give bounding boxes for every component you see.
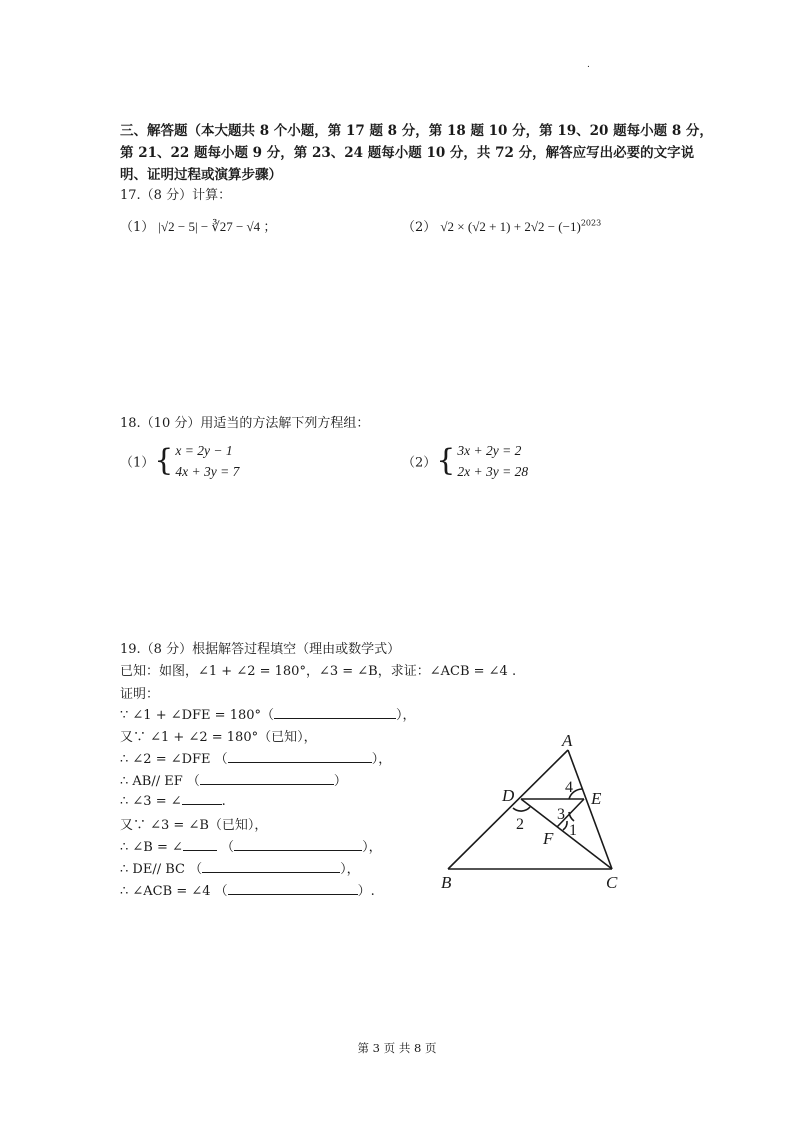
proof-line-3 <box>120 748 391 767</box>
proof-line-7-text: ∴ ∠B = ∠ <box>120 840 183 855</box>
proof-line-7-mid: （ <box>221 840 235 855</box>
q18-part1-eq2: 4x + 3y = 7 <box>175 464 240 479</box>
proof-line-3-tail: ）， <box>371 752 392 767</box>
q18-part2-brace: { <box>436 443 456 478</box>
proof-blank-7a[interactable] <box>183 838 217 851</box>
proof-line-9-text: ∴ ∠ACB = ∠4 （ <box>120 884 228 899</box>
angle-2-arc <box>513 807 530 811</box>
q18-part2-eq1: 3x + 2y = 2 <box>457 443 522 458</box>
proof-line-9 <box>120 880 375 899</box>
proof-line-6-text: 又∵ ∠3 = ∠B（已知）， <box>120 818 268 833</box>
proof-blank-9[interactable] <box>228 882 358 895</box>
q18-part1-label: （1） <box>120 455 155 471</box>
q17-part1-expression: |√2 − 5| − ∛27 − √4 ； <box>158 219 277 234</box>
q17-part2-expression: √2 × (√2 + 1) + 2√2 − (−1) <box>440 219 581 234</box>
label-angle-1: 1 <box>569 822 577 839</box>
proof-blank-1[interactable] <box>274 706 396 719</box>
q18-part1 <box>120 440 239 482</box>
section-header-line2: 第 21、22 题每小题 9 分，第 23、24 题每小题 10 分，共 72 分，解答应写出必要的文字说 <box>120 145 695 161</box>
proof-line-1 <box>120 704 416 723</box>
proof-line-7 <box>120 836 382 855</box>
proof-line-2 <box>120 726 317 745</box>
label-C: C <box>606 873 618 892</box>
q18-part2-eq2: 2x + 3y = 28 <box>457 464 529 479</box>
q17-part2 <box>402 216 601 235</box>
proof-blank-7b[interactable] <box>234 838 362 851</box>
q17-part2-exponent: 2023 <box>580 218 602 228</box>
label-angle-4: 4 <box>565 779 573 796</box>
q17-part1-label: （1） <box>120 220 155 235</box>
triangle-figure <box>430 725 630 895</box>
q17-part1 <box>120 216 276 235</box>
angle-3-arc <box>569 812 574 821</box>
q18-part2-label: （2） <box>402 455 437 471</box>
proof-line-1-tail: ）， <box>396 708 416 723</box>
q19-given: 已知：如图，∠1 + ∠2 = 180°，∠3 = ∠B，求证：∠ACB = ∠4 . <box>120 664 517 679</box>
proof-blank-4[interactable] <box>200 772 334 785</box>
section-header-line1: 三、解答题（本大题共 8 个小题，第 17 题 8 分，第 18 题 10 分，第 19、20 题每小题 8 分， <box>120 123 713 139</box>
label-A: A <box>562 731 573 750</box>
proof-line-1-text: ∵ ∠1 + ∠DFE = 180°（ <box>120 708 275 723</box>
proof-blank-8[interactable] <box>202 860 340 873</box>
proof-line-8 <box>120 858 360 877</box>
proof-line-4-tail: ） <box>333 774 347 789</box>
label-E: E <box>591 789 602 808</box>
page-footer: 第 3 页 共 8 页 <box>357 1041 437 1055</box>
proof-line-3-text: ∴ ∠2 = ∠DFE （ <box>120 752 228 767</box>
proof-line-8-text: ∴ DE// BC （ <box>120 862 203 877</box>
proof-line-7-tail: ）， <box>362 840 382 855</box>
proof-line-8-tail: ）， <box>340 862 360 877</box>
q19-title: 19.（8 分）根据解答过程填空（理由或数学式） <box>120 642 401 657</box>
proof-line-4-text: ∴ AB// EF （ <box>120 774 200 789</box>
label-angle-2: 2 <box>516 816 524 833</box>
label-D: D <box>502 786 515 805</box>
q18-title: 18.（10 分）用适当的方法解下列方程组： <box>120 416 370 431</box>
q18-part1-brace: { <box>154 443 174 478</box>
proof-line-9-tail: ）. <box>357 884 375 899</box>
proof-blank-5[interactable] <box>182 792 222 805</box>
label-B: B <box>441 873 452 892</box>
proof-line-5-text: ∴ ∠3 = ∠ <box>120 794 182 809</box>
proof-line-2-text: 又∵ ∠1 + ∠2 = 180°（已知）， <box>120 730 317 745</box>
proof-line-5 <box>120 792 226 809</box>
q18-part2 <box>402 440 528 482</box>
q18-part2-system <box>457 440 528 482</box>
section-header-line3: 明、证明过程或演算步骤） <box>120 167 282 183</box>
segment-AB <box>448 750 568 869</box>
proof-line-6 <box>120 814 267 833</box>
q19-proof-label: 证明： <box>120 687 160 702</box>
proof-blank-3[interactable] <box>228 750 372 763</box>
q17-title: 17.（8 分）计算： <box>120 188 232 203</box>
proof-line-5-tail: . <box>221 794 226 809</box>
q18-part1-system <box>175 440 239 482</box>
q17-part2-label: （2） <box>402 220 437 235</box>
q18-part1-eq1: x = 2y − 1 <box>175 443 233 458</box>
label-angle-3: 3 <box>557 806 565 823</box>
proof-line-4 <box>120 770 347 789</box>
corner-mark: . <box>587 60 590 70</box>
label-F: F <box>543 829 554 848</box>
